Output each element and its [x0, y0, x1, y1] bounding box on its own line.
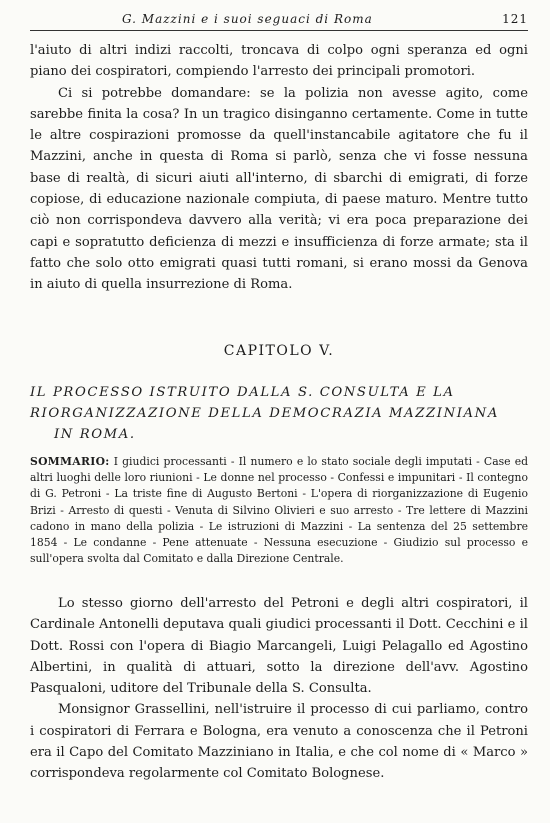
summary-label: SOMMARIO:: [30, 455, 110, 468]
summary-text: I giudici processanti - Il numero e lo stato sociale degli imputati - Case ed altri luoghi delle loro riunioni - Le donne nel processo - Confessi e impunitari - Il contegno di G. Petroni - La triste fine di Augusto Bertoni - L'opera di riorganizzazione di Eugenio Brizi - Arresto di questi - Venuta di Silvino Olivieri e suo arresto - Tre lettere di Mazzini cadono in mano della polizia - Le istruzioni di Mazzini - La sentenza del 25 settembre 1854 - Le condanne - Pene attenuate - Nessuna esecuzione - Giudizio sul processo e sull'opera svolta dal Comitato e dalla Direzione Centrale.: [30, 455, 528, 566]
body-text-top: [30, 40, 528, 296]
paragraph: Ci si potrebbe domandare: se la polizia non avesse agito, come sarebbe finita la cosa? In un tragico disinganno certamente. Come in tutte le altre cospirazioni promosse da quell'instancabile agitatore che fu il Mazzini, anche in questa di Roma si parlò, senza che vi fosse nessuna base di realtà, di sicuri aiuti all'interno, di sbarchi di emigrati, di forze copiose, di educazione nazionale compiuta, di paese maturo. Mentre tutto ciò non corrispondeva davvero alla verità; vi era poca preparazione dei capi e sopratutto deficienza di mezzi e insufficienza di forze armate; sta il fatto che solo otto emigrati quasi tutti romani, si erano mossi da Genova in aiuto di quella insurrezione di Roma.: [30, 85, 528, 293]
chapter-title-line: IL PROCESSO ISTRUITO DALLA S. CONSULTA E LA RIORGANIZZAZIONE DELLA DEMOCRAZIA MAZZINIANA: [30, 385, 499, 421]
chapter-summary: [30, 454, 528, 567]
running-header: [30, 8, 528, 31]
paragraph: l'aiuto di altri indizi raccolti, troncava di colpo ogni speranza ed ogni piano dei cospiratori, compiendo l'arresto dei principali promotori.: [30, 43, 528, 80]
paragraph: Monsignor Grassellini, nell'istruire il processo di cui parliamo, contro i cospiratori di Ferrara e Bologna, era venuto a conoscenza che il Petroni era il Capo del Comitato Mazziniano in Italia, e che col nome di « Marco » corrispondeva regolarmente col Comitato Bolognese.: [30, 702, 528, 782]
running-title: G. Mazzini e i suoi seguaci di Roma: [122, 12, 373, 26]
page-number: 121: [502, 12, 528, 26]
body-text-bottom: [30, 593, 528, 785]
paragraph: Lo stesso giorno dell'arresto del Petroni e degli altri cospiratori, il Cardinale Antonelli deputava quali giudici processanti il Dott. Cecchini e il Dott. Rossi con l'opera di Biagio Marcangeli, Luigi Pelagallo ed Agostino Albertini, in qualità di attuari, sotto la direzione dell'avv. Agostino Pasqualoni, uditore del Tribunale della S. Consulta.: [30, 596, 528, 697]
chapter-label: CAPITOLO V.: [223, 343, 335, 359]
chapter-title: [30, 382, 528, 445]
chapter-title-line: IN ROMA.: [54, 427, 136, 442]
